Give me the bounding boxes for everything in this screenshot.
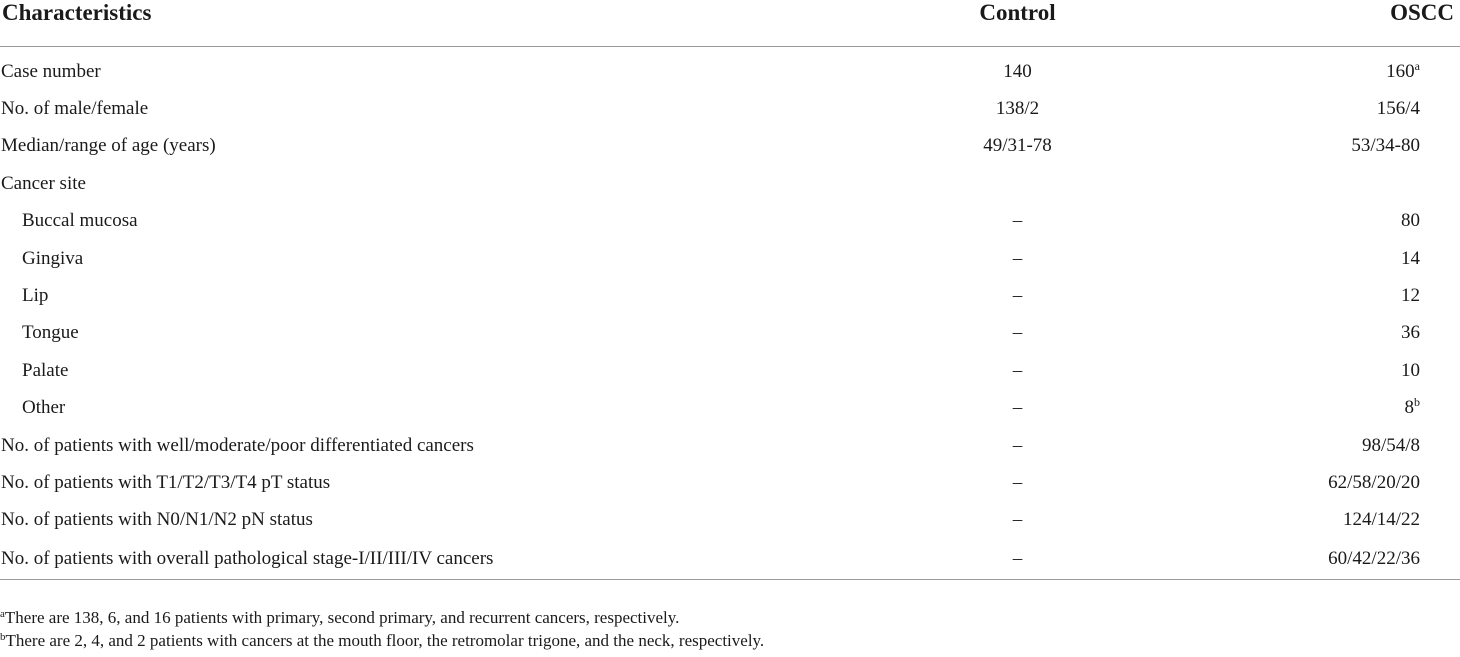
oscc-value: 53/34-80 xyxy=(1351,135,1420,157)
footnote xyxy=(0,606,1460,629)
control-value: 138/2 xyxy=(995,98,1040,120)
oscc-cell xyxy=(1160,539,1460,580)
oscc-cell xyxy=(1160,277,1460,314)
control-value: – xyxy=(1012,285,1023,307)
row-label: No. of patients with well/moderate/poor differentiated cancers xyxy=(1,434,474,456)
oscc-value: 124/14/22 xyxy=(1342,509,1420,531)
row-label: No. of male/female xyxy=(1,98,149,120)
oscc-cell xyxy=(1160,390,1460,427)
oscc-cell xyxy=(1160,464,1460,501)
table-row xyxy=(0,390,1460,427)
header-control: Control xyxy=(760,0,1160,47)
footnote-mark: b xyxy=(0,631,6,643)
control-value: – xyxy=(1012,509,1023,531)
control-value: – xyxy=(1012,210,1023,232)
header-oscc: OSCC xyxy=(1160,0,1460,47)
row-label: Lip xyxy=(22,285,49,307)
oscc-cell xyxy=(1160,128,1460,165)
oscc-value: 12 xyxy=(1401,285,1420,307)
oscc-cell xyxy=(1160,203,1460,240)
row-label: Palate xyxy=(22,359,69,381)
row-label: No. of patients with T1/T2/T3/T4 pT status xyxy=(1,471,331,493)
table-header xyxy=(0,0,1460,47)
row-label: No. of patients with N0/N1/N2 pN status xyxy=(1,509,313,531)
oscc-cell xyxy=(1160,315,1460,352)
table-row xyxy=(0,464,1460,501)
table-row xyxy=(0,427,1460,464)
oscc-cell xyxy=(1160,240,1460,277)
oscc-value: 8 xyxy=(1404,397,1414,419)
oscc-value: 60/42/22/36 xyxy=(1328,548,1420,570)
table-row xyxy=(0,240,1460,277)
row-label: No. of patients with overall pathological stage-I/II/III/IV cancers xyxy=(0,539,760,580)
table-row xyxy=(0,203,1460,240)
control-value: – xyxy=(1012,247,1023,269)
control-value: 49/31-78 xyxy=(983,135,1052,157)
row-label: Tongue xyxy=(22,322,79,344)
oscc-value: 10 xyxy=(1401,359,1420,381)
oscc-value: 156/4 xyxy=(1376,98,1420,120)
oscc-value: 98/54/8 xyxy=(1361,434,1420,456)
oscc-value: 36 xyxy=(1401,322,1420,344)
table-row xyxy=(0,539,1460,580)
oscc-value: 14 xyxy=(1401,247,1420,269)
table-row xyxy=(0,47,1460,91)
footnote-marker: a xyxy=(1414,58,1420,73)
row-label: Cancer site xyxy=(1,172,86,194)
oscc-cell xyxy=(1160,427,1460,464)
table-footnotes xyxy=(0,606,1460,652)
oscc-value: 80 xyxy=(1401,210,1420,232)
table-row xyxy=(0,90,1460,127)
oscc-value: 62/58/20/20 xyxy=(1328,471,1420,493)
footnote-text: There are 2, 4, and 2 patients with cancers at the mouth floor, the retromolar trigone, and the neck, respectively. xyxy=(5,631,765,650)
table-row xyxy=(0,277,1460,314)
table-row xyxy=(0,502,1460,539)
row-label: Buccal mucosa xyxy=(22,210,138,232)
control-value: – xyxy=(1012,397,1023,419)
table-row xyxy=(0,128,1460,165)
oscc-cell xyxy=(1160,502,1460,539)
row-label: Gingiva xyxy=(22,247,84,269)
footnote xyxy=(0,629,1460,652)
row-label: Case number xyxy=(1,60,101,82)
footnote-text: There are 138, 6, and 16 patients with primary, second primary, and recurrent cancers, respectively. xyxy=(4,608,680,627)
table-body xyxy=(0,47,1460,580)
control-value: 140 xyxy=(1003,60,1032,82)
header-row xyxy=(0,0,1460,47)
table-row xyxy=(0,165,1460,202)
row-label: Median/range of age (years) xyxy=(1,135,216,157)
control-value: – xyxy=(760,539,1160,580)
footnote-marker: b xyxy=(1414,395,1420,410)
table-row xyxy=(0,352,1460,389)
footnote-mark: a xyxy=(0,608,5,620)
control-value xyxy=(760,165,1160,202)
oscc-value: 160 xyxy=(1386,60,1415,82)
control-value: – xyxy=(1012,359,1023,381)
control-value: – xyxy=(1012,434,1023,456)
control-value: – xyxy=(1012,471,1023,493)
header-characteristics: Characteristics xyxy=(0,0,760,47)
oscc-cell xyxy=(1160,90,1460,127)
oscc-cell xyxy=(1160,47,1460,91)
row-label: Other xyxy=(22,397,66,419)
oscc-cell xyxy=(1160,165,1460,202)
table-row xyxy=(0,315,1460,352)
control-value: – xyxy=(1012,322,1023,344)
oscc-cell xyxy=(1160,352,1460,389)
